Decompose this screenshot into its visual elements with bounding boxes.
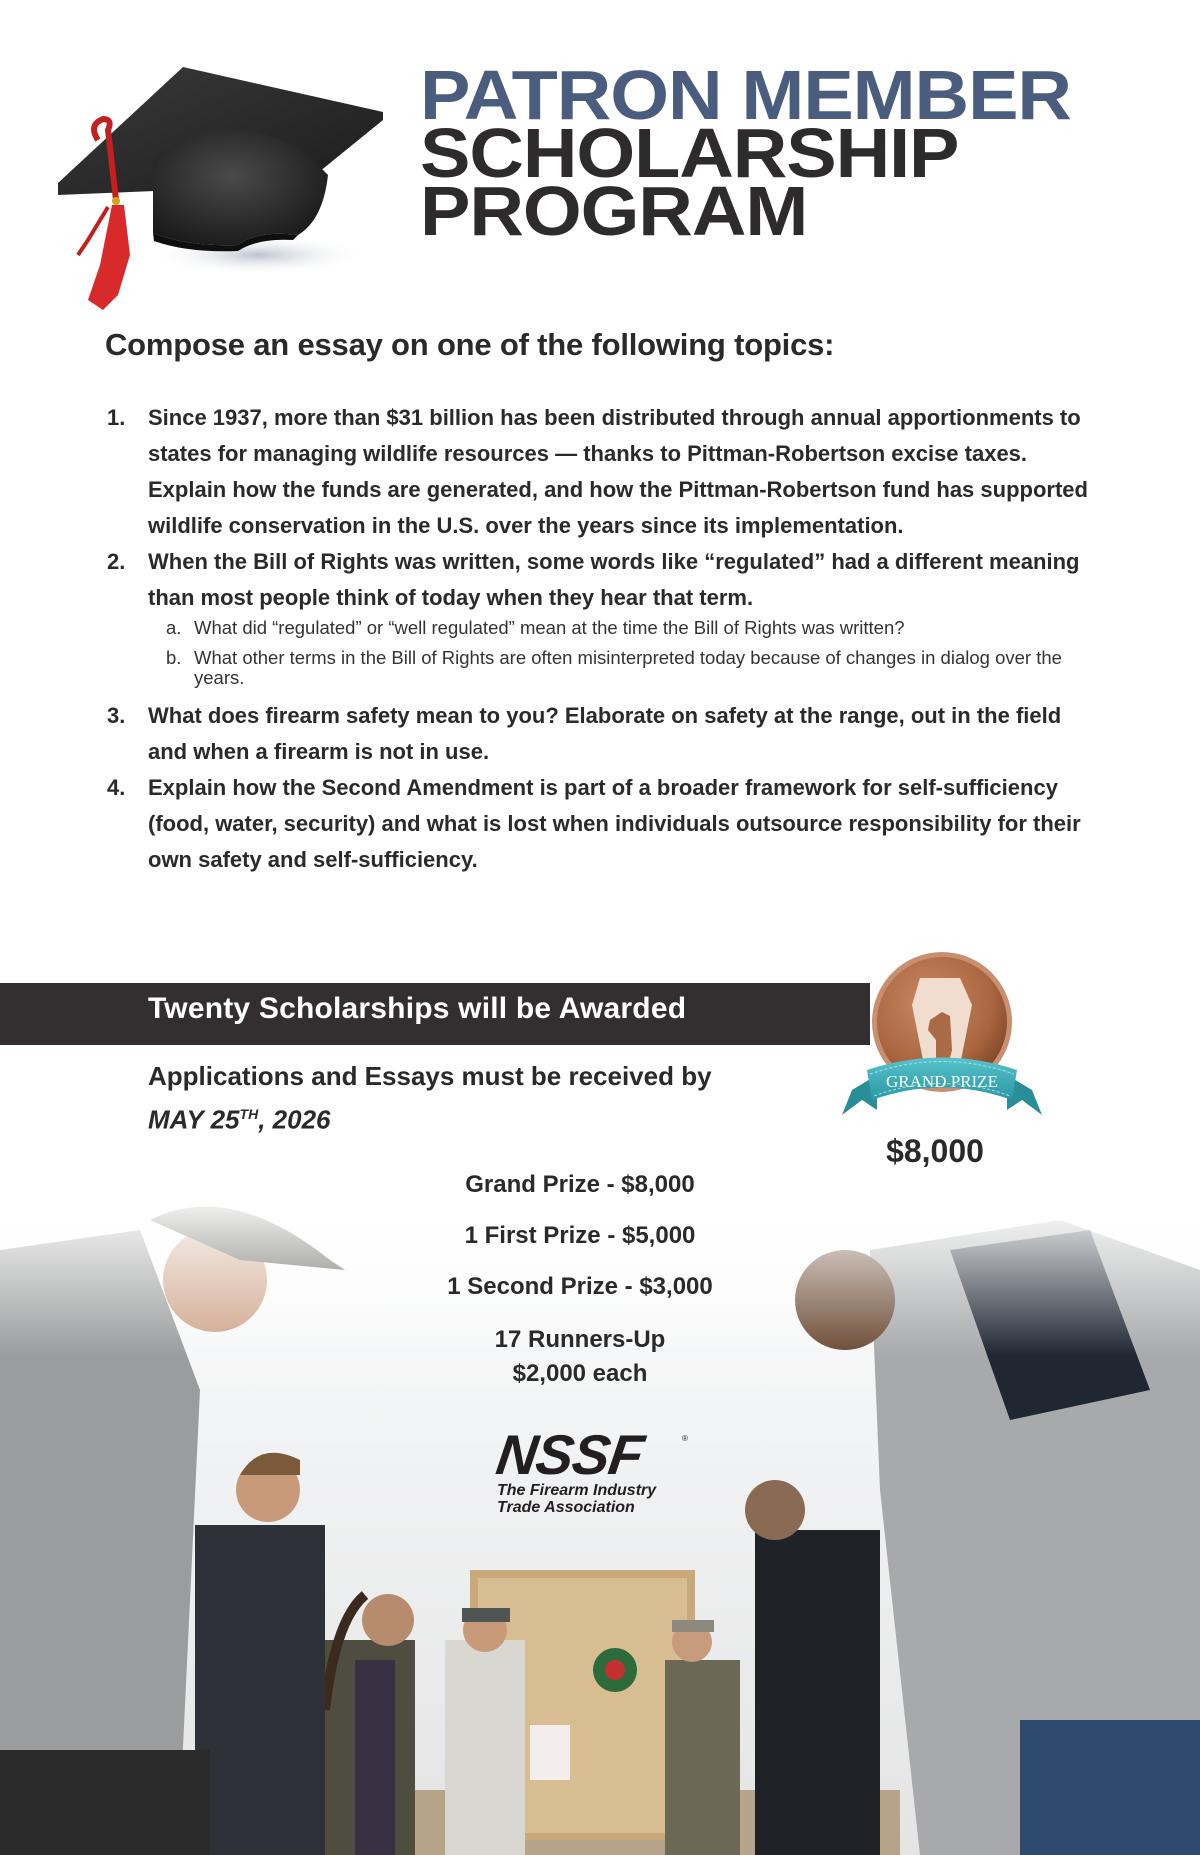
topic-item (105, 698, 1105, 770)
topics-heading: Compose an essay on one of the following topics: (105, 327, 835, 362)
topic-text: What does firearm safety mean to you? Elaborate on safety at the range, out in the field and when a firearm is not in use. (148, 703, 1062, 764)
title-line-1: PATRON MEMBER (420, 56, 1071, 134)
prize-first: 1 First Prize - $5,000 (464, 1222, 696, 1249)
topic-number: 1. (107, 405, 126, 430)
topic-text: When the Bill of Rights was written, some words like “regulated” had a different meaning than most people think of today when they hear that term. (148, 549, 1080, 610)
topic-item (105, 400, 1105, 544)
deadline-suffix: TH (239, 1106, 259, 1122)
topic-text: Explain how the Second Amendment is part of a broader framework for self-sufficiency (food, water, security) and what is lost when individuals outsource responsibility for their own safety and self-sufficiency. (148, 775, 1081, 872)
nssf-tagline-2: Trade Association (497, 1499, 635, 1516)
title-line-3: PROGRAM (420, 172, 808, 250)
deadline (148, 1057, 712, 1139)
subtopic-letter: a. (166, 617, 182, 638)
nssf-tagline-1: The Firearm Industry (497, 1482, 657, 1499)
title-line-2: SCHOLARSHIP (420, 114, 959, 192)
medal-ribbon-text: GRAND PRIZE (886, 1072, 998, 1091)
prize-grand: Grand Prize - $8,000 (465, 1171, 695, 1198)
topic-item (105, 770, 1105, 878)
medal-amount: $8,000 (886, 1133, 984, 1169)
grand-prize-medal-icon (832, 950, 1052, 1145)
topic-number: 3. (107, 703, 126, 728)
registered-mark: ® (682, 1434, 688, 1443)
deadline-date (148, 1095, 712, 1139)
awards-banner-text: Twenty Scholarships will be Awarded (148, 992, 687, 1025)
nssf-logo (492, 1423, 697, 1516)
topic-text: Since 1937, more than $31 billion has been distributed through annual apportionments to states for managing wildlife resources — thanks to Pittman-Robertson excise taxes. Explain how the funds are generated, and how the Pittman-Robertson fund has supported wildlife conservation in the U.S. over the years since its implementation. (148, 405, 1088, 538)
topic-item (105, 544, 1105, 688)
subtopic-item (166, 618, 1105, 638)
prize-runners-up: 17 Runners-Up (494, 1326, 666, 1353)
subtopic-text: What other terms in the Bill of Rights are often misinterpreted today because of changes in dialog over the years. (194, 647, 1062, 688)
page-title (420, 56, 1071, 250)
subtopic-letter: b. (166, 647, 182, 668)
subtopic-item (166, 648, 1105, 688)
deadline-text: Applications and Essays must be received by (148, 1061, 712, 1091)
subtopic-list (148, 618, 1105, 688)
nssf-logo-wordmark: NSSF (492, 1423, 647, 1486)
topic-number: 2. (107, 549, 126, 574)
prize-runners-up-amount: $2,000 each (512, 1360, 648, 1387)
topic-number: 4. (107, 775, 126, 800)
subtopic-text: What did “regulated” or “well regulated” mean at the time the Bill of Rights was written? (194, 617, 905, 638)
topics-list (105, 400, 1105, 878)
graduation-cap-icon (58, 55, 398, 325)
deadline-month-day: MAY 25 (148, 1104, 240, 1135)
prize-list (380, 1170, 780, 1391)
deadline-year: , 2026 (258, 1104, 331, 1135)
prize-second: 1 Second Prize - $3,000 (447, 1273, 713, 1300)
